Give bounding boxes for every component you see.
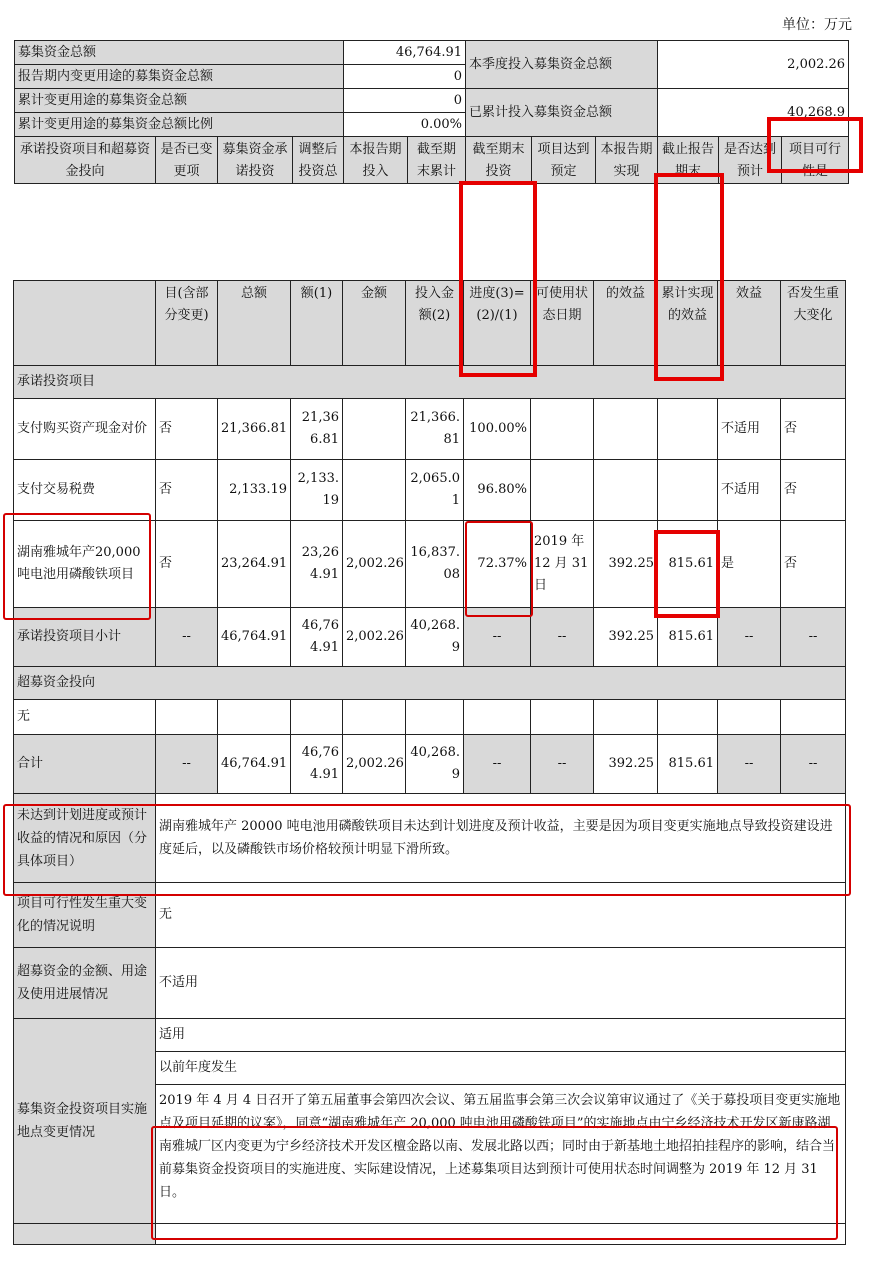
header-bottom-cell: 额(1): [291, 281, 343, 366]
cumulative-invested-value: 40,268.9: [658, 89, 849, 137]
changed-cell: --: [156, 735, 218, 794]
reached-cell: --: [718, 735, 781, 794]
header-bottom-cell: 效益: [718, 281, 781, 366]
header-top-cell: 项目可行性是: [782, 137, 849, 184]
reached-cell: --: [718, 608, 781, 667]
period-benefit-cell: 392.25: [594, 608, 658, 667]
period-cell: [343, 399, 406, 460]
header-top-cell: 募集资金承诺投资: [218, 137, 293, 184]
table-row: [14, 521, 846, 608]
ready-date-cell: [531, 399, 594, 460]
cumulative-changed-label: 累计变更用途的募集资金总额: [15, 89, 344, 113]
ready-date-cell: --: [531, 735, 594, 794]
period-changed-value: 0: [344, 65, 466, 89]
progress-cell: 72.37%: [464, 521, 531, 608]
header-top-cell: 是否达到预计: [719, 137, 782, 184]
header-top-cell: 是否已变更项: [156, 137, 218, 184]
adjusted-cell: 46,764.91: [291, 735, 343, 794]
note-label: 未达到计划进度或预计收益的情况和原因（分具体项目）: [14, 794, 156, 883]
none-row-label: 无: [14, 700, 156, 735]
note-text: 湖南雅城年产 20000 吨电池用磷酸铁项目未达到计划进度及预计收益，主要是因为项目变更实施地点导致投资建设进度延后，以及磷酸铁市场价格较预计明显下滑所致。: [156, 794, 846, 883]
header-top-cell: 本报告期实现: [596, 137, 658, 184]
trailing-cell: [156, 1224, 846, 1245]
header-bottom-cell: 累计实现的效益: [658, 281, 718, 366]
reached-cell: 是: [718, 521, 781, 608]
reached-cell: 不适用: [718, 460, 781, 521]
note-label: 超募资金的金额、用途及使用进展情况: [14, 948, 156, 1019]
period-cell: 2,002.26: [343, 608, 406, 667]
cumulative-changed-ratio-value: 0.00%: [344, 113, 466, 137]
quarter-invested-value: 2,002.26: [658, 41, 849, 89]
feasibility-cell: --: [781, 735, 846, 794]
header-bottom-cell: 否发生重大变化: [781, 281, 846, 366]
committed-cell: 2,133.19: [218, 460, 291, 521]
header-top-cell: 调整后投资总: [293, 137, 344, 184]
header-bottom-cell: 的效益: [594, 281, 658, 366]
cumulative-cell: 16,837.08: [406, 521, 464, 608]
table-row: [14, 700, 846, 735]
period-benefit-cell: 392.25: [594, 521, 658, 608]
progress-cell: 100.00%: [464, 399, 531, 460]
committed-cell: 21,366.81: [218, 399, 291, 460]
cumulative-changed-ratio-label: 累计变更用途的募集资金总额比例: [15, 113, 344, 137]
section-over-raised: 超募资金投向: [14, 667, 846, 700]
ready-date-cell: --: [531, 608, 594, 667]
project-name: 支付交易税费: [14, 460, 156, 521]
note-row: [14, 794, 846, 883]
period-cell: [343, 460, 406, 521]
note-text: 无: [156, 883, 846, 948]
feasibility-cell: 否: [781, 399, 846, 460]
total-row: [14, 735, 846, 794]
period-benefit-cell: 392.25: [594, 735, 658, 794]
header-bottom-cell: [14, 281, 156, 366]
feasibility-cell: 否: [781, 460, 846, 521]
total-label: 合计: [14, 735, 156, 794]
project-name: 支付购买资产现金对价: [14, 399, 156, 460]
summary-table: [14, 40, 849, 184]
quarter-invested-label: 本季度投入募集资金总额: [466, 41, 658, 89]
note-row: [14, 948, 846, 1019]
detail-table: [13, 280, 846, 1245]
note-line: 适用: [156, 1019, 846, 1052]
project-name: 湖南雅城年产20,000 吨电池用磷酸铁项目: [14, 521, 156, 608]
period-changed-label: 报告期内变更用途的募集资金总额: [15, 65, 344, 89]
adjusted-cell: 23,264.91: [291, 521, 343, 608]
committed-cell: 46,764.91: [218, 608, 291, 667]
section-committed: 承诺投资项目: [14, 366, 846, 399]
period-cell: 2,002.26: [343, 521, 406, 608]
changed-cell: --: [156, 608, 218, 667]
header-top-cell: 截止报告期末: [658, 137, 719, 184]
changed-cell: 否: [156, 521, 218, 608]
cumulative-invested-label: 已累计投入募集资金总额: [466, 89, 658, 137]
subtotal-label: 承诺投资项目小计: [14, 608, 156, 667]
changed-cell: 否: [156, 399, 218, 460]
raised-total-label: 募集资金总额: [15, 41, 344, 65]
header-top-cell: 截至期末累计: [408, 137, 466, 184]
header-bottom-cell: 投入金额(2): [406, 281, 464, 366]
raised-total-value: 46,764.91: [344, 41, 466, 65]
subtotal-row: [14, 608, 846, 667]
cumulative-cell: 2,065.01: [406, 460, 464, 521]
cumulative-cell: 40,268.9: [406, 608, 464, 667]
header-bottom-cell: 进度(3)=(2)/(1): [464, 281, 531, 366]
note-line: 以前年度发生: [156, 1052, 846, 1085]
table-row: [14, 399, 846, 460]
period-benefit-cell: [594, 460, 658, 521]
table-row: [14, 460, 846, 521]
progress-cell: 96.80%: [464, 460, 531, 521]
header-bottom-cell: 可使用状态日期: [531, 281, 594, 366]
cumulative-benefit-cell: 815.61: [658, 735, 718, 794]
cumulative-cell: 40,268.9: [406, 735, 464, 794]
note-text: 不适用: [156, 948, 846, 1019]
cumulative-benefit-cell: [658, 460, 718, 521]
reached-cell: 不适用: [718, 399, 781, 460]
note-row: [14, 883, 846, 948]
committed-cell: 23,264.91: [218, 521, 291, 608]
cumulative-changed-value: 0: [344, 89, 466, 113]
note-row: [14, 1019, 846, 1052]
header-bottom-cell: 目(含部分变更): [156, 281, 218, 366]
ready-date-cell: 2019 年12 月 31日: [531, 521, 594, 608]
header-top-cell: 本报告期投入: [344, 137, 408, 184]
unit-label: 单位：万元: [782, 17, 852, 33]
adjusted-cell: 2,133.19: [291, 460, 343, 521]
note-line: 2019 年 4 月 4 日召开了第五届董事会第四次会议、第五届监事会第三次会议第审议通过了《关于募投项目变更实施地点及项目延期的议案》，同意“湖南雅城年产 20,000 吨电池用磷酸铁项目”的实施地点由宁乡经济技术开发区新康路湖南雅城厂区内变更为宁乡经济技术开发区檀金路以南、发展北路以西；同时由于新基地土地招拍挂程序的影响，结合当前募集资金投资项目的实施进度、实际建设情况，上述募集项目达到预计可使用状态时间调整为 2019 年 12 月 31 日。: [156, 1085, 846, 1224]
changed-cell: 否: [156, 460, 218, 521]
committed-cell: 46,764.91: [218, 735, 291, 794]
header-top-cell: 项目达到预定: [532, 137, 596, 184]
note-label: 项目可行性发生重大变化的情况说明: [14, 883, 156, 948]
adjusted-cell: 21,366.81: [291, 399, 343, 460]
ready-date-cell: [531, 460, 594, 521]
feasibility-cell: 否: [781, 521, 846, 608]
progress-cell: --: [464, 608, 531, 667]
feasibility-cell: --: [781, 608, 846, 667]
header-bottom-cell: 总额: [218, 281, 291, 366]
cumulative-benefit-cell: 815.61: [658, 521, 718, 608]
cumulative-benefit-cell: [658, 399, 718, 460]
header-top-cell: 截至期末投资: [466, 137, 532, 184]
period-benefit-cell: [594, 399, 658, 460]
header-top-cell: 承诺投资项目和超募资金投向: [15, 137, 156, 184]
period-cell: 2,002.26: [343, 735, 406, 794]
progress-cell: --: [464, 735, 531, 794]
cumulative-cell: 21,366.81: [406, 399, 464, 460]
note-label: 募集资金投资项目实施地点变更情况: [14, 1019, 156, 1224]
trailing-cell: [14, 1224, 156, 1245]
cumulative-benefit-cell: 815.61: [658, 608, 718, 667]
header-bottom-cell: 金额: [343, 281, 406, 366]
adjusted-cell: 46,764.91: [291, 608, 343, 667]
